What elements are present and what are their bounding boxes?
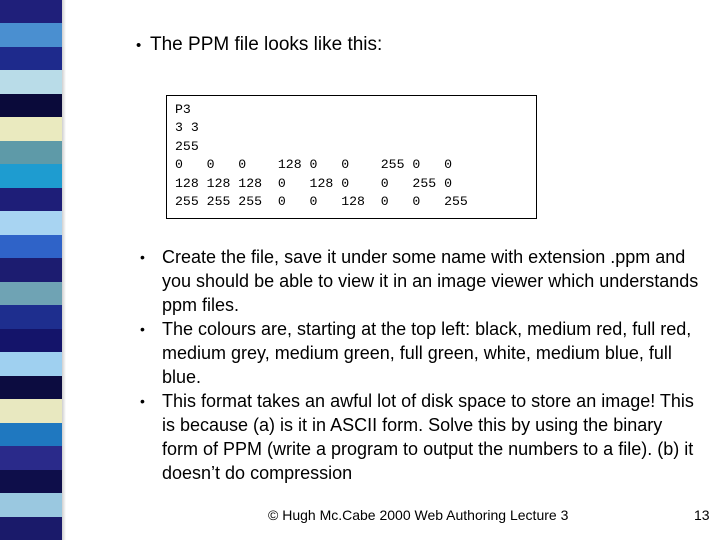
code-line: 0 0 0 128 0 0 255 0 0	[175, 157, 452, 173]
stripe-segment	[0, 446, 62, 469]
stripe-segment	[0, 164, 62, 187]
ppm-code-box	[166, 95, 537, 219]
bullet-icon: •	[140, 393, 145, 409]
footer-text: © Hugh Mc.Cabe 2000 Web Authoring Lecture 3	[268, 507, 569, 523]
code-line: 255	[175, 138, 199, 154]
stripe-segment	[0, 352, 62, 375]
stripe-segment	[0, 70, 62, 93]
bullet-text: The colours are, starting at the top left: black, medium red, full red, medium grey, medium green, full green, white, medium blue, full blue.	[162, 319, 692, 387]
stripe-segment	[0, 282, 62, 305]
stripe-segment	[0, 117, 62, 140]
stripe-segment	[0, 305, 62, 328]
stripe-segment	[0, 470, 62, 493]
list-item	[140, 317, 700, 389]
code-line: P3	[175, 102, 191, 117]
bullet-icon: •	[136, 36, 142, 54]
stripe-segment	[0, 94, 62, 117]
stripe-segment	[0, 23, 62, 46]
bullet-icon: •	[140, 321, 145, 337]
page-number: 13	[694, 507, 710, 523]
stripe-bar-shadow	[62, 0, 66, 540]
stripe-segment	[0, 188, 62, 211]
code-line: 255 255 255 0 0 128 0 0 255	[175, 194, 468, 210]
bullet-text: Create the file, save it under some name with extension .ppm and you should be able to view it in an image viewer which understands ppm files.	[162, 247, 699, 315]
stripe-segment	[0, 211, 62, 234]
stripe-segment	[0, 258, 62, 281]
list-item	[140, 245, 700, 317]
stripe-segment	[0, 376, 62, 399]
code-line: 128 128 128 0 128 0 0 255 0	[175, 175, 452, 191]
bullet-icon: •	[140, 249, 145, 265]
stripe-segment	[0, 423, 62, 446]
stripe-segment	[0, 235, 62, 258]
stripe-segment	[0, 517, 62, 540]
decorative-stripe-bar	[0, 0, 62, 540]
stripe-segment	[0, 47, 62, 70]
slide-heading	[136, 34, 382, 56]
ppm-code-listing	[175, 101, 536, 211]
bullet-list	[140, 245, 700, 485]
heading-text: The PPM file looks like this:	[150, 34, 383, 55]
code-line: 3 3	[175, 120, 199, 136]
list-item	[140, 389, 700, 485]
bullet-text: This format takes an awful lot of disk space to store an image! This is because (a) is it in ASCII form. Solve this by using the binary form of PPM (write a program to output the numbers to a file). (b) it doesn’t do compression	[162, 391, 694, 483]
stripe-segment	[0, 0, 62, 23]
stripe-segment	[0, 329, 62, 352]
stripe-segment	[0, 493, 62, 516]
stripe-segment	[0, 141, 62, 164]
stripe-segment	[0, 399, 62, 422]
